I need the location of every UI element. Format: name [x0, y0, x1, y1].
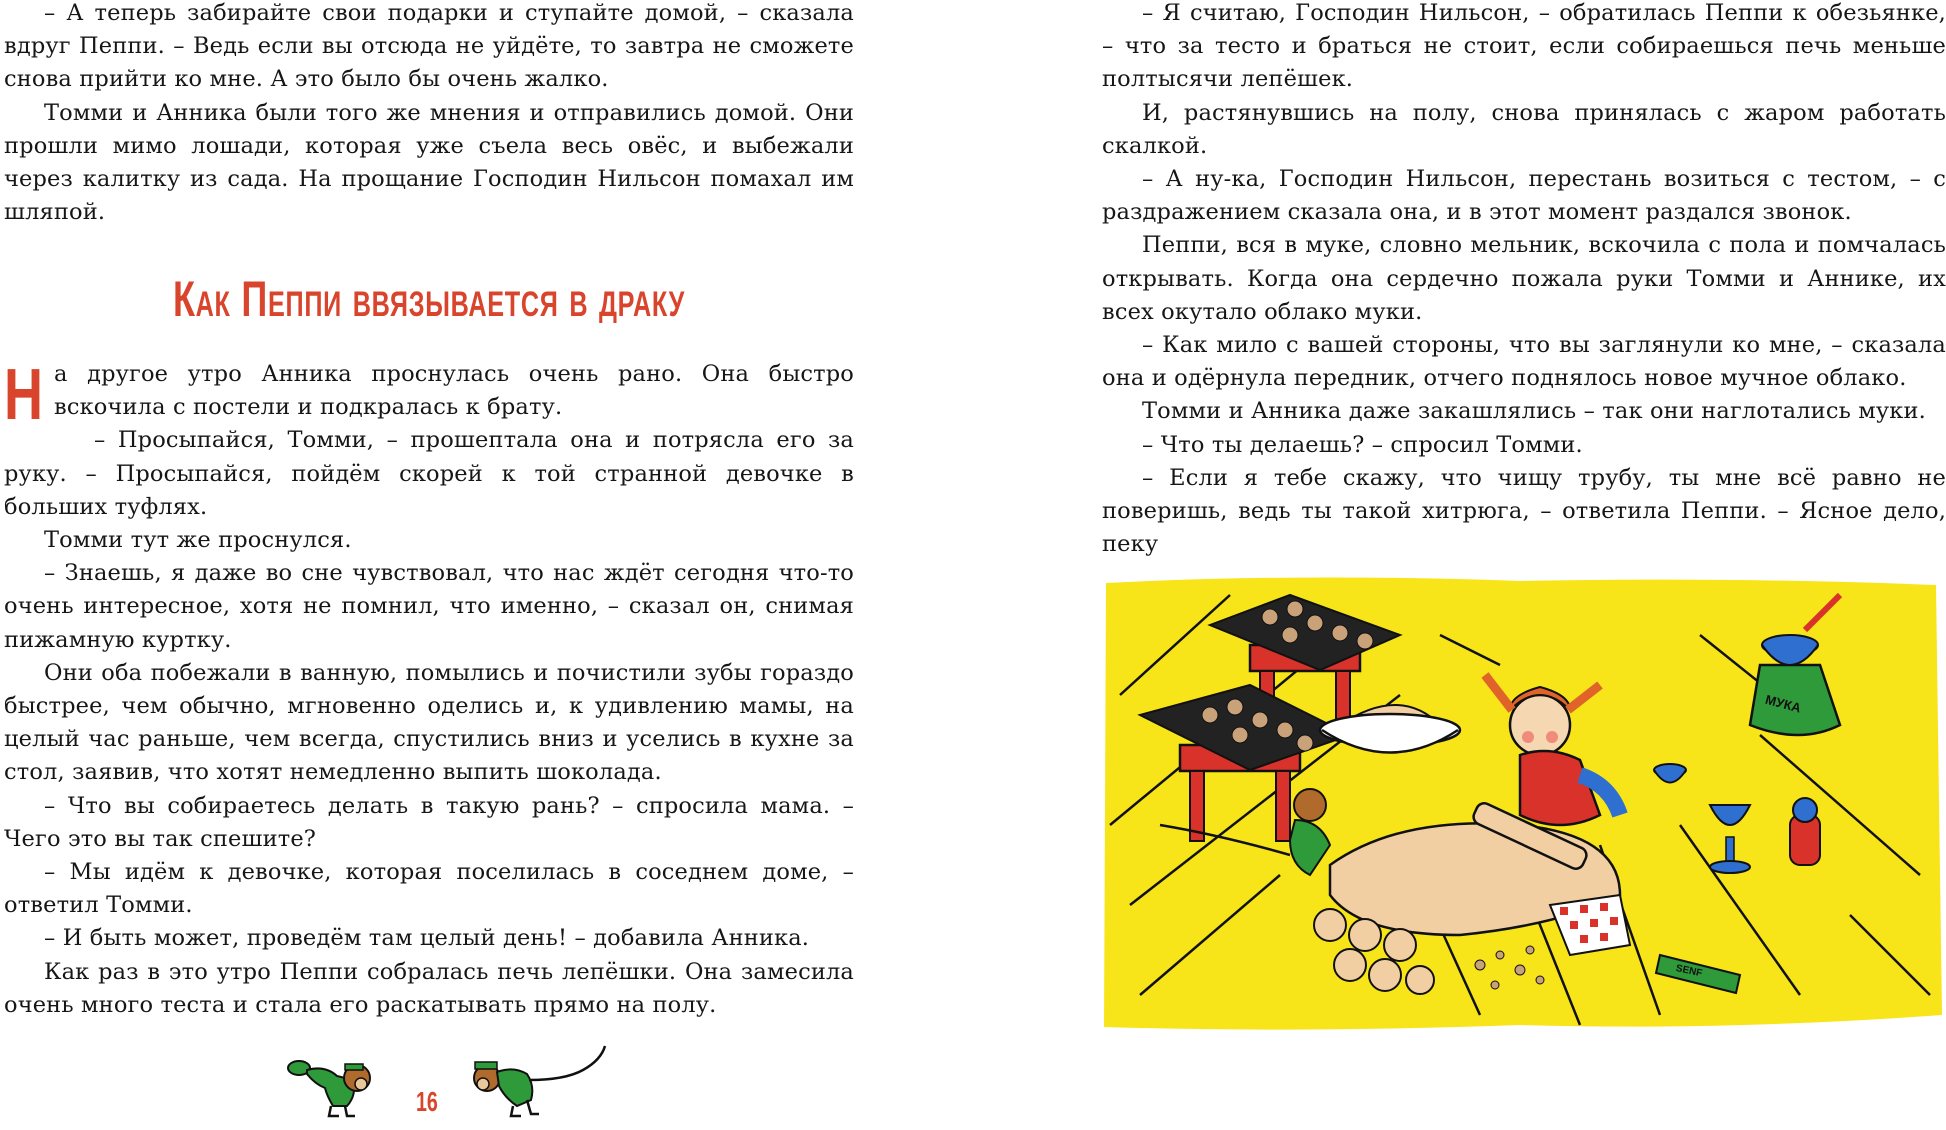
paragraph: Они оба побежали в ванную, помылись и почистили зубы гораздо быстрее, чем обычно, мгновенно оделись и, к удивлению мамы, на целый час раньше, чем всегда, спустились вниз и уселись в кухне за стол, заявив, что хотят немедленно выпить шоколада. — [4, 659, 854, 786]
paragraph — [4, 355, 854, 435]
monkey-icon — [285, 1040, 385, 1120]
monkey-icon — [465, 1040, 625, 1120]
paragraph: Томми и Анника были того же мнения и отправились домой. Они прошли мимо лошади, которая уже съела весь овёс, и выбежали через калитку из сада. На прощание Господин Нильсон помахал им шляпой. — [4, 99, 854, 226]
intro-text — [4, 0, 854, 229]
page-number: 16 — [416, 1086, 438, 1117]
paragraph: Как раз в это утро Пеппи собралась печь лепёшки. Она замесила очень много теста и стала его раскатывать прямо на полу. — [4, 958, 854, 1018]
flour-bag-label: МУКА — [1763, 691, 1803, 716]
illustration-pippi-baking — [1100, 575, 1945, 1035]
paragraph: – Мы идём к девочке, которая поселилась в соседнем доме, – ответил Томми. — [4, 859, 854, 919]
paragraph: И, растянувшись на полу, снова принялась с жаром работать скалкой. — [1102, 99, 1946, 159]
chapter-text — [4, 355, 854, 1022]
paragraph: – Что ты делаешь? – спросил Томми. — [1142, 431, 1583, 458]
paragraph: – А теперь забирайте свои подарки и ступайте домой, – сказала вдруг Пеппи. – Ведь если вы отсюда не уйдёте, то завтра не сможете снова прийти ко мне. А это было бы очень жалко. — [4, 0, 854, 93]
paragraph: – Просыпайся, Томми, – прошептала она и потрясла его за руку. – Просыпайся, пойдём скорей к той странной девочке в больших туфлях. — [4, 427, 854, 520]
first-paragraph-text: а другое утро Анника проснулась очень рано. Она быстро вскочила с постели и подкралась к брату. — [54, 361, 854, 421]
tube-label: SENF — [1674, 963, 1704, 980]
paragraph: Томми и Анника даже закашлялись – так они наглотались муки. — [1142, 398, 1926, 425]
drop-cap: Н — [4, 355, 44, 435]
paragraph: – А ну-ка, Господин Нильсон, перестань возиться с тестом, – с раздражением сказала она, и в этот момент раздался звонок. — [1102, 166, 1946, 226]
paragraph: – Я считаю, Господин Нильсон, – обратилась Пеппи к обезьянке, – что за тесто и браться не стоит, если собираешься печь меньше полтысячи лепёшек. — [1102, 0, 1946, 93]
paragraph: Пеппи, вся в муке, словно мельник, вскочила с пола и помчалась открывать. Когда она сердечно пожала руки Томми и Аннике, их всех окутало облако муки. — [1102, 232, 1946, 325]
paragraph: – И быть может, проведём там целый день! – добавила Анника. — [44, 925, 810, 952]
paragraph: – Знаешь, я даже во сне чувствовал, что нас ждёт сегодня что-то очень интересное, хотя не помнил, что именно, – сказал он, снимая пижамную куртку. — [4, 560, 854, 653]
paragraph: – Как мило с вашей стороны, что вы заглянули ко мне, – сказала она и одёрнула передник, отчего поднялось новое мучное облако. — [1102, 332, 1946, 392]
paragraph: – Что вы собираетесь делать в такую рань? – спросила мама. – Чего это вы так спешите? — [4, 792, 854, 852]
salt-shaker — [1790, 798, 1820, 865]
chapter-title: Как Пеппи ввязывается в драку — [172, 271, 686, 327]
paragraph: Томми тут же проснулся. — [44, 527, 352, 554]
paragraph: – Если я тебе скажу, что чищу трубу, ты мне всё равно не поверишь, ведь ты такой хитрюга, – ответила Пеппи. – Ясное дело, пеку — [1102, 464, 1946, 558]
right-text — [1102, 0, 1946, 561]
